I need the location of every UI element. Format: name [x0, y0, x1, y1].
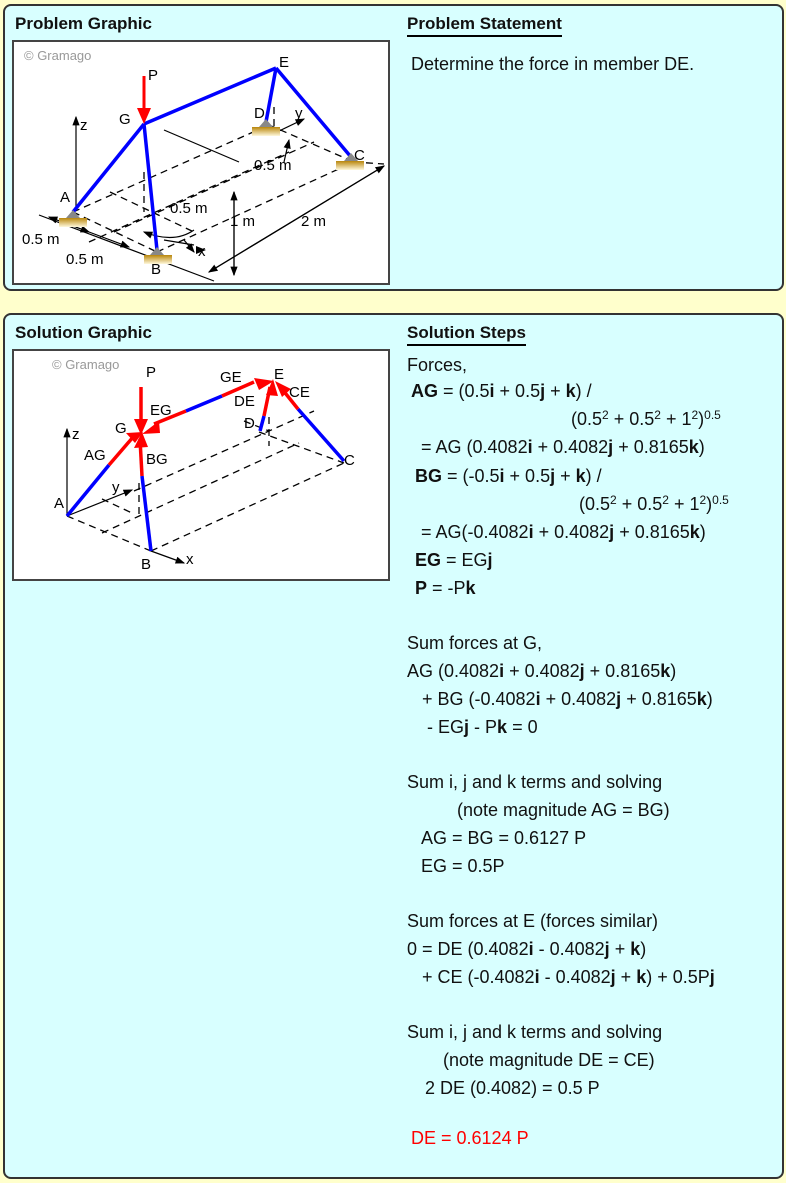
label-C: C — [344, 452, 355, 469]
member-BG — [144, 124, 157, 250]
step-result-de-eq: 2 DE (0.4082) = 0.5 P — [425, 1078, 600, 1098]
problem-graphic — [12, 40, 390, 285]
step-result-eg: EG = 0.5P — [421, 856, 505, 876]
label-DE: DE — [234, 393, 255, 410]
label-G: G — [119, 111, 131, 128]
dashed-base-grid — [73, 107, 384, 252]
label-x: x — [186, 551, 194, 568]
step-e-eq2: + CE (-0.4082i - 0.4082j + k) + 0.5Pj — [407, 967, 715, 987]
label-B: B — [141, 556, 152, 573]
label-D: D — [244, 415, 255, 432]
member-CE — [298, 409, 344, 461]
dim-0.5m-d: 0.5 m — [254, 157, 292, 174]
label-C: C — [354, 147, 365, 164]
step-bg-den: $(0.5^2 + 0.5^2 + 1^2)^{0.5}$ — [579, 493, 729, 514]
dim-1m: 1 m — [230, 213, 256, 230]
label-E: E — [279, 54, 290, 71]
step-note-2: (note magnitude DE = CE) — [443, 1050, 655, 1070]
member-AG — [73, 124, 144, 212]
dim-0.5m-c: 0.5 m — [170, 200, 208, 217]
label-y: y — [112, 479, 120, 496]
label-P: P — [148, 67, 159, 84]
solution-graphic — [12, 349, 390, 581]
label-A: A — [60, 189, 71, 206]
label-z: z — [80, 117, 88, 134]
member-CE — [276, 68, 351, 157]
watermark: © Gramago — [52, 357, 120, 372]
label-D: D — [254, 105, 265, 122]
label-B: B — [151, 261, 162, 278]
problem-panel — [3, 4, 784, 291]
step-ag-def: AG = (0.5i + 0.5j + k) / — [411, 381, 592, 401]
solution-panel — [3, 313, 784, 1179]
label-BG: BG — [146, 451, 168, 468]
step-note-1: (note magnitude AG = BG) — [457, 800, 670, 820]
solution-graphic-title: Solution Graphic — [15, 323, 152, 342]
step-e-eq1: 0 = DE (0.4082i - 0.4082j + k) — [407, 939, 647, 959]
label-P: P — [146, 364, 157, 381]
step-bg-unit: = AG(-0.4082i + 0.4082j + 0.8165k) — [421, 522, 706, 542]
final-answer: DE = 0.6124 P — [411, 1128, 529, 1148]
step-ag-den: $(0.5^2 + 0.5^2 + 1^2)^{0.5}$ — [571, 408, 721, 429]
label-E: E — [274, 366, 285, 383]
dim-0.5m-b: 0.5 m — [66, 251, 104, 268]
step-forces: Forces, — [407, 355, 468, 375]
label-EG: EG — [150, 402, 172, 419]
dim-2m: 2 m — [301, 213, 327, 230]
step-sum-g: Sum forces at G, — [407, 633, 543, 653]
problem-statement-title: Problem Statement — [407, 14, 562, 37]
dashed-base-grid — [67, 411, 344, 551]
label-x: x — [198, 243, 206, 260]
step-eg-def: EG = EGj — [415, 550, 493, 570]
member-BG — [142, 476, 151, 551]
step-sum-e: Sum forces at E (forces similar) — [407, 911, 659, 931]
step-g-eq3: - EGj - Pk = 0 — [407, 717, 538, 737]
step-solve-2: Sum i, j and k terms and solving — [407, 1022, 663, 1042]
step-p-def: P = -Pk — [415, 578, 476, 598]
problem-diagram — [14, 42, 388, 283]
label-A: A — [54, 495, 65, 512]
problem-graphic-title: Problem Graphic — [15, 14, 152, 33]
label-z: z — [72, 426, 80, 443]
step-solve-1: Sum i, j and k terms and solving — [407, 772, 663, 792]
member-AG — [67, 465, 109, 516]
label-GE: GE — [220, 369, 242, 386]
step-result-ag-bg: AG = BG = 0.6127 P — [421, 828, 587, 848]
label-y: y — [295, 105, 303, 122]
step-g-eq2: + BG (-0.4082i + 0.4082j + 0.8165k) — [407, 689, 713, 709]
supports — [59, 119, 364, 264]
label-CE: CE — [289, 384, 310, 401]
solution-steps-title: Solution Steps — [407, 323, 526, 346]
step-bg-def: BG = (-0.5i + 0.5j + k) / — [415, 466, 602, 486]
step-ag-unit: = AG (0.4082i + 0.4082j + 0.8165k) — [421, 437, 705, 457]
problem-statement-text: Determine the force in member DE. — [411, 54, 695, 74]
dim-0.5m-a: 0.5 m — [22, 231, 60, 248]
step-g-eq1: AG (0.4082i + 0.4082j + 0.8165k) — [407, 661, 677, 681]
label-AG: AG — [84, 447, 106, 464]
member-DE — [260, 416, 264, 431]
watermark: © Gramago — [24, 48, 92, 63]
label-G: G — [115, 420, 127, 437]
solution-diagram — [14, 351, 388, 579]
